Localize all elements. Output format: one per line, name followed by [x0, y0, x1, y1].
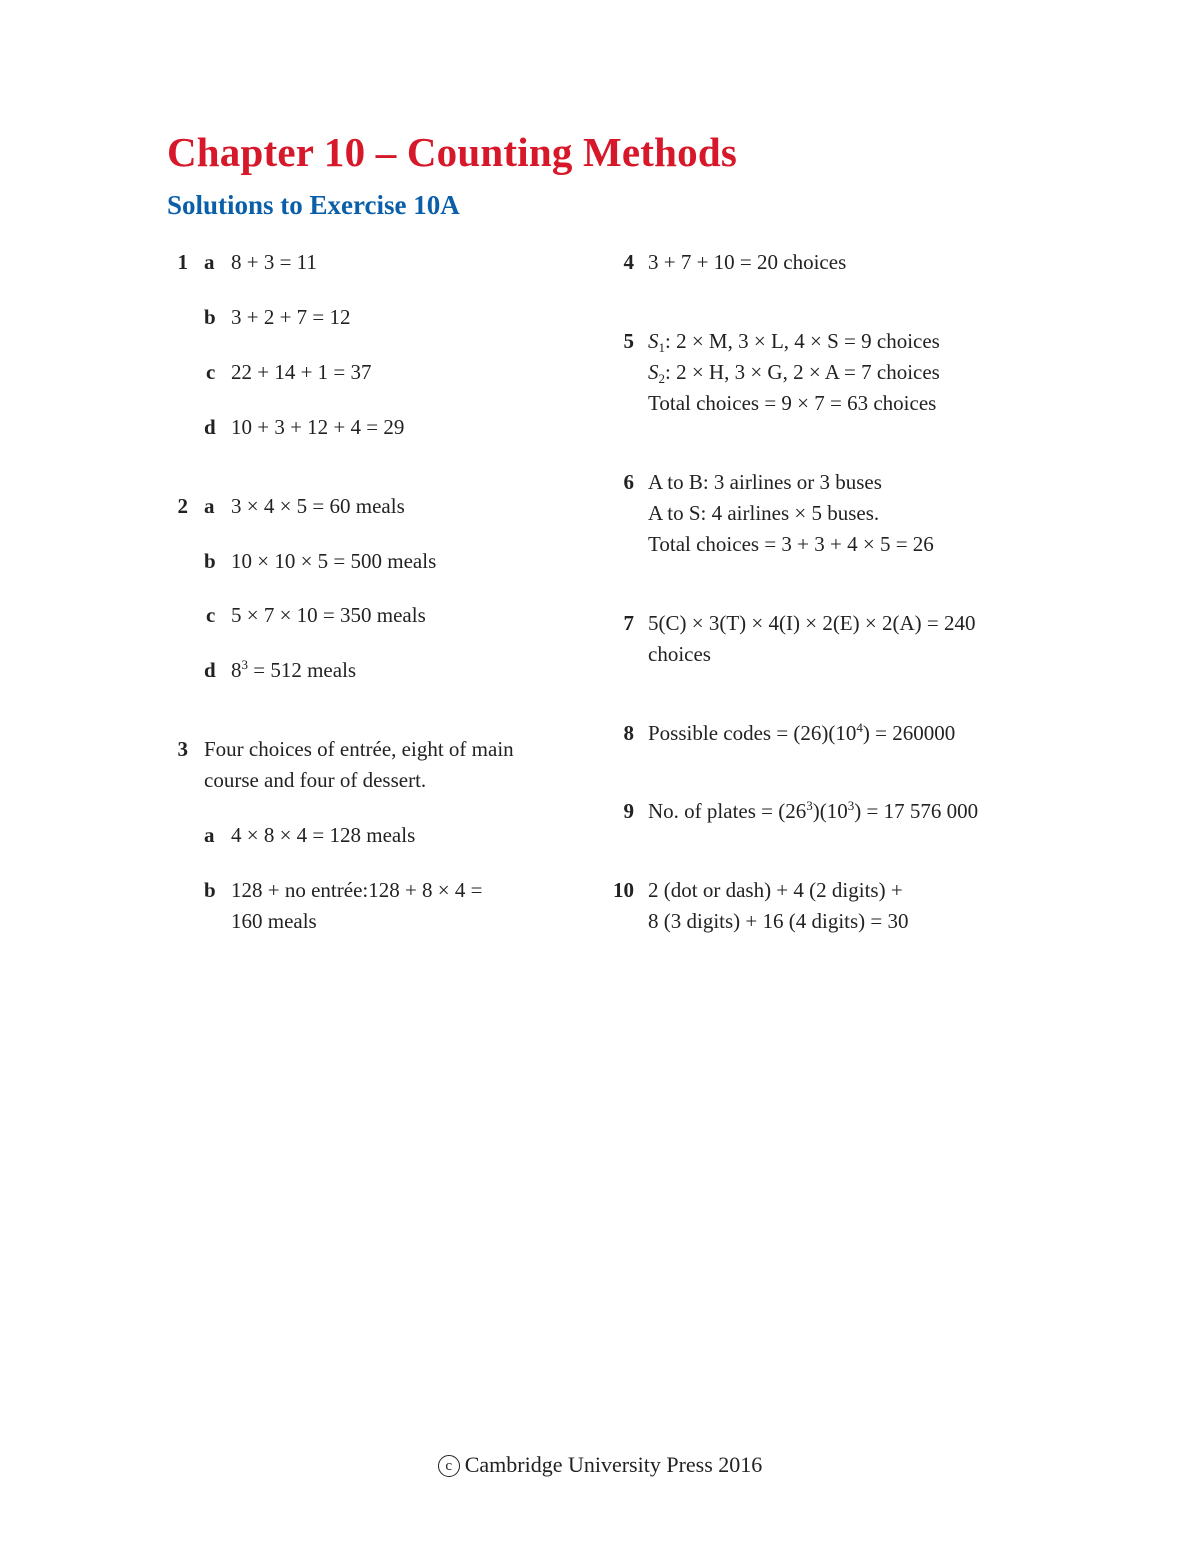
- part-label: d: [204, 658, 216, 682]
- answer-text: 3 + 2 + 7 = 12: [231, 305, 351, 329]
- answer-text: Possible codes = $(26)(10^4) = 260000$: [648, 720, 956, 745]
- answer-text: 5 × 7 × 10 = 350 meals: [231, 603, 426, 627]
- part-label: d: [204, 415, 216, 439]
- part-label: b: [204, 305, 216, 329]
- copyright-footer: [0, 1452, 1200, 1478]
- answer-text: 3 × 4 × 5 = 60 meals: [231, 494, 405, 518]
- answer-text: 3 + 7 + 10 = 20 choices: [648, 250, 847, 274]
- answer-text: 4 × 8 × 4 = 128 meals: [231, 823, 416, 847]
- question-text: Four choices of entrée, eight of main: [204, 737, 514, 761]
- answer-text: No. of plates = $(26^3)(10^3) = 17$ 576 000: [648, 798, 979, 823]
- part-label: c: [206, 603, 216, 627]
- part-label: b: [204, 878, 216, 902]
- answer-text: choices: [648, 642, 711, 666]
- part-label: b: [204, 549, 216, 573]
- question-text: course and four of dessert.: [204, 768, 427, 792]
- answer-text: A to S: 4 airlines × 5 buses.: [648, 501, 880, 525]
- answer-text: 2 (dot or dash) + 4 (2 digits) +: [648, 878, 903, 902]
- answer-text: $8^3 = 512$ meals: [231, 657, 357, 682]
- answer-text: 10 × 10 × 5 = 500 meals: [231, 549, 437, 573]
- answer-text: 5(C) × 3(T) × 4(I) × 2(E) × 2(A) = 240: [648, 611, 976, 635]
- answer-text: Total choices = 3 + 3 + 4 × 5 = 26: [648, 532, 934, 556]
- question-number: 2: [177, 494, 188, 518]
- answer-text: Total choices = 9 × 7 = 63 choices: [648, 391, 937, 415]
- answer-text: 160 meals: [231, 909, 317, 933]
- question-number: 6: [623, 470, 634, 494]
- copyright-text: Cambridge University Press 2016: [464, 1452, 763, 1477]
- chapter-title: Chapter 10 – Counting Methods: [167, 129, 737, 175]
- question-number: 5: [623, 329, 634, 353]
- part-label: a: [204, 250, 215, 274]
- part-label: a: [204, 494, 215, 518]
- question-number: 8: [623, 721, 634, 745]
- answer-text: 128 + no entrée:128 + 8 × 4 =: [231, 878, 483, 902]
- exercise-subtitle: Solutions to Exercise 10A: [167, 190, 460, 220]
- answer-text: 10 + 3 + 12 + 4 = 29: [231, 415, 405, 439]
- question-number: 7: [623, 611, 634, 635]
- answer-text: 8 (3 digits) + 16 (4 digits) = 30: [648, 909, 909, 933]
- answer-text: A to B: 3 airlines or 3 buses: [648, 470, 882, 494]
- answer-text: $S_1$: 2 × M, 3 × L, 4 × S = 9 choices: [648, 329, 940, 355]
- answer-text: 8 + 3 = 11: [231, 250, 317, 274]
- question-number: 10: [613, 878, 634, 902]
- answer-text: $S_2$: 2 × H, 3 × G, 2 × A = 7 choices: [648, 360, 940, 386]
- question-number: 9: [623, 799, 634, 823]
- part-label: a: [204, 823, 215, 847]
- question-number: 1: [177, 250, 188, 274]
- copyright-icon: c: [438, 1455, 460, 1477]
- question-number: 3: [177, 737, 188, 761]
- question-number: 4: [623, 250, 634, 274]
- answer-text: 22 + 14 + 1 = 37: [231, 360, 372, 384]
- part-label: c: [206, 360, 216, 384]
